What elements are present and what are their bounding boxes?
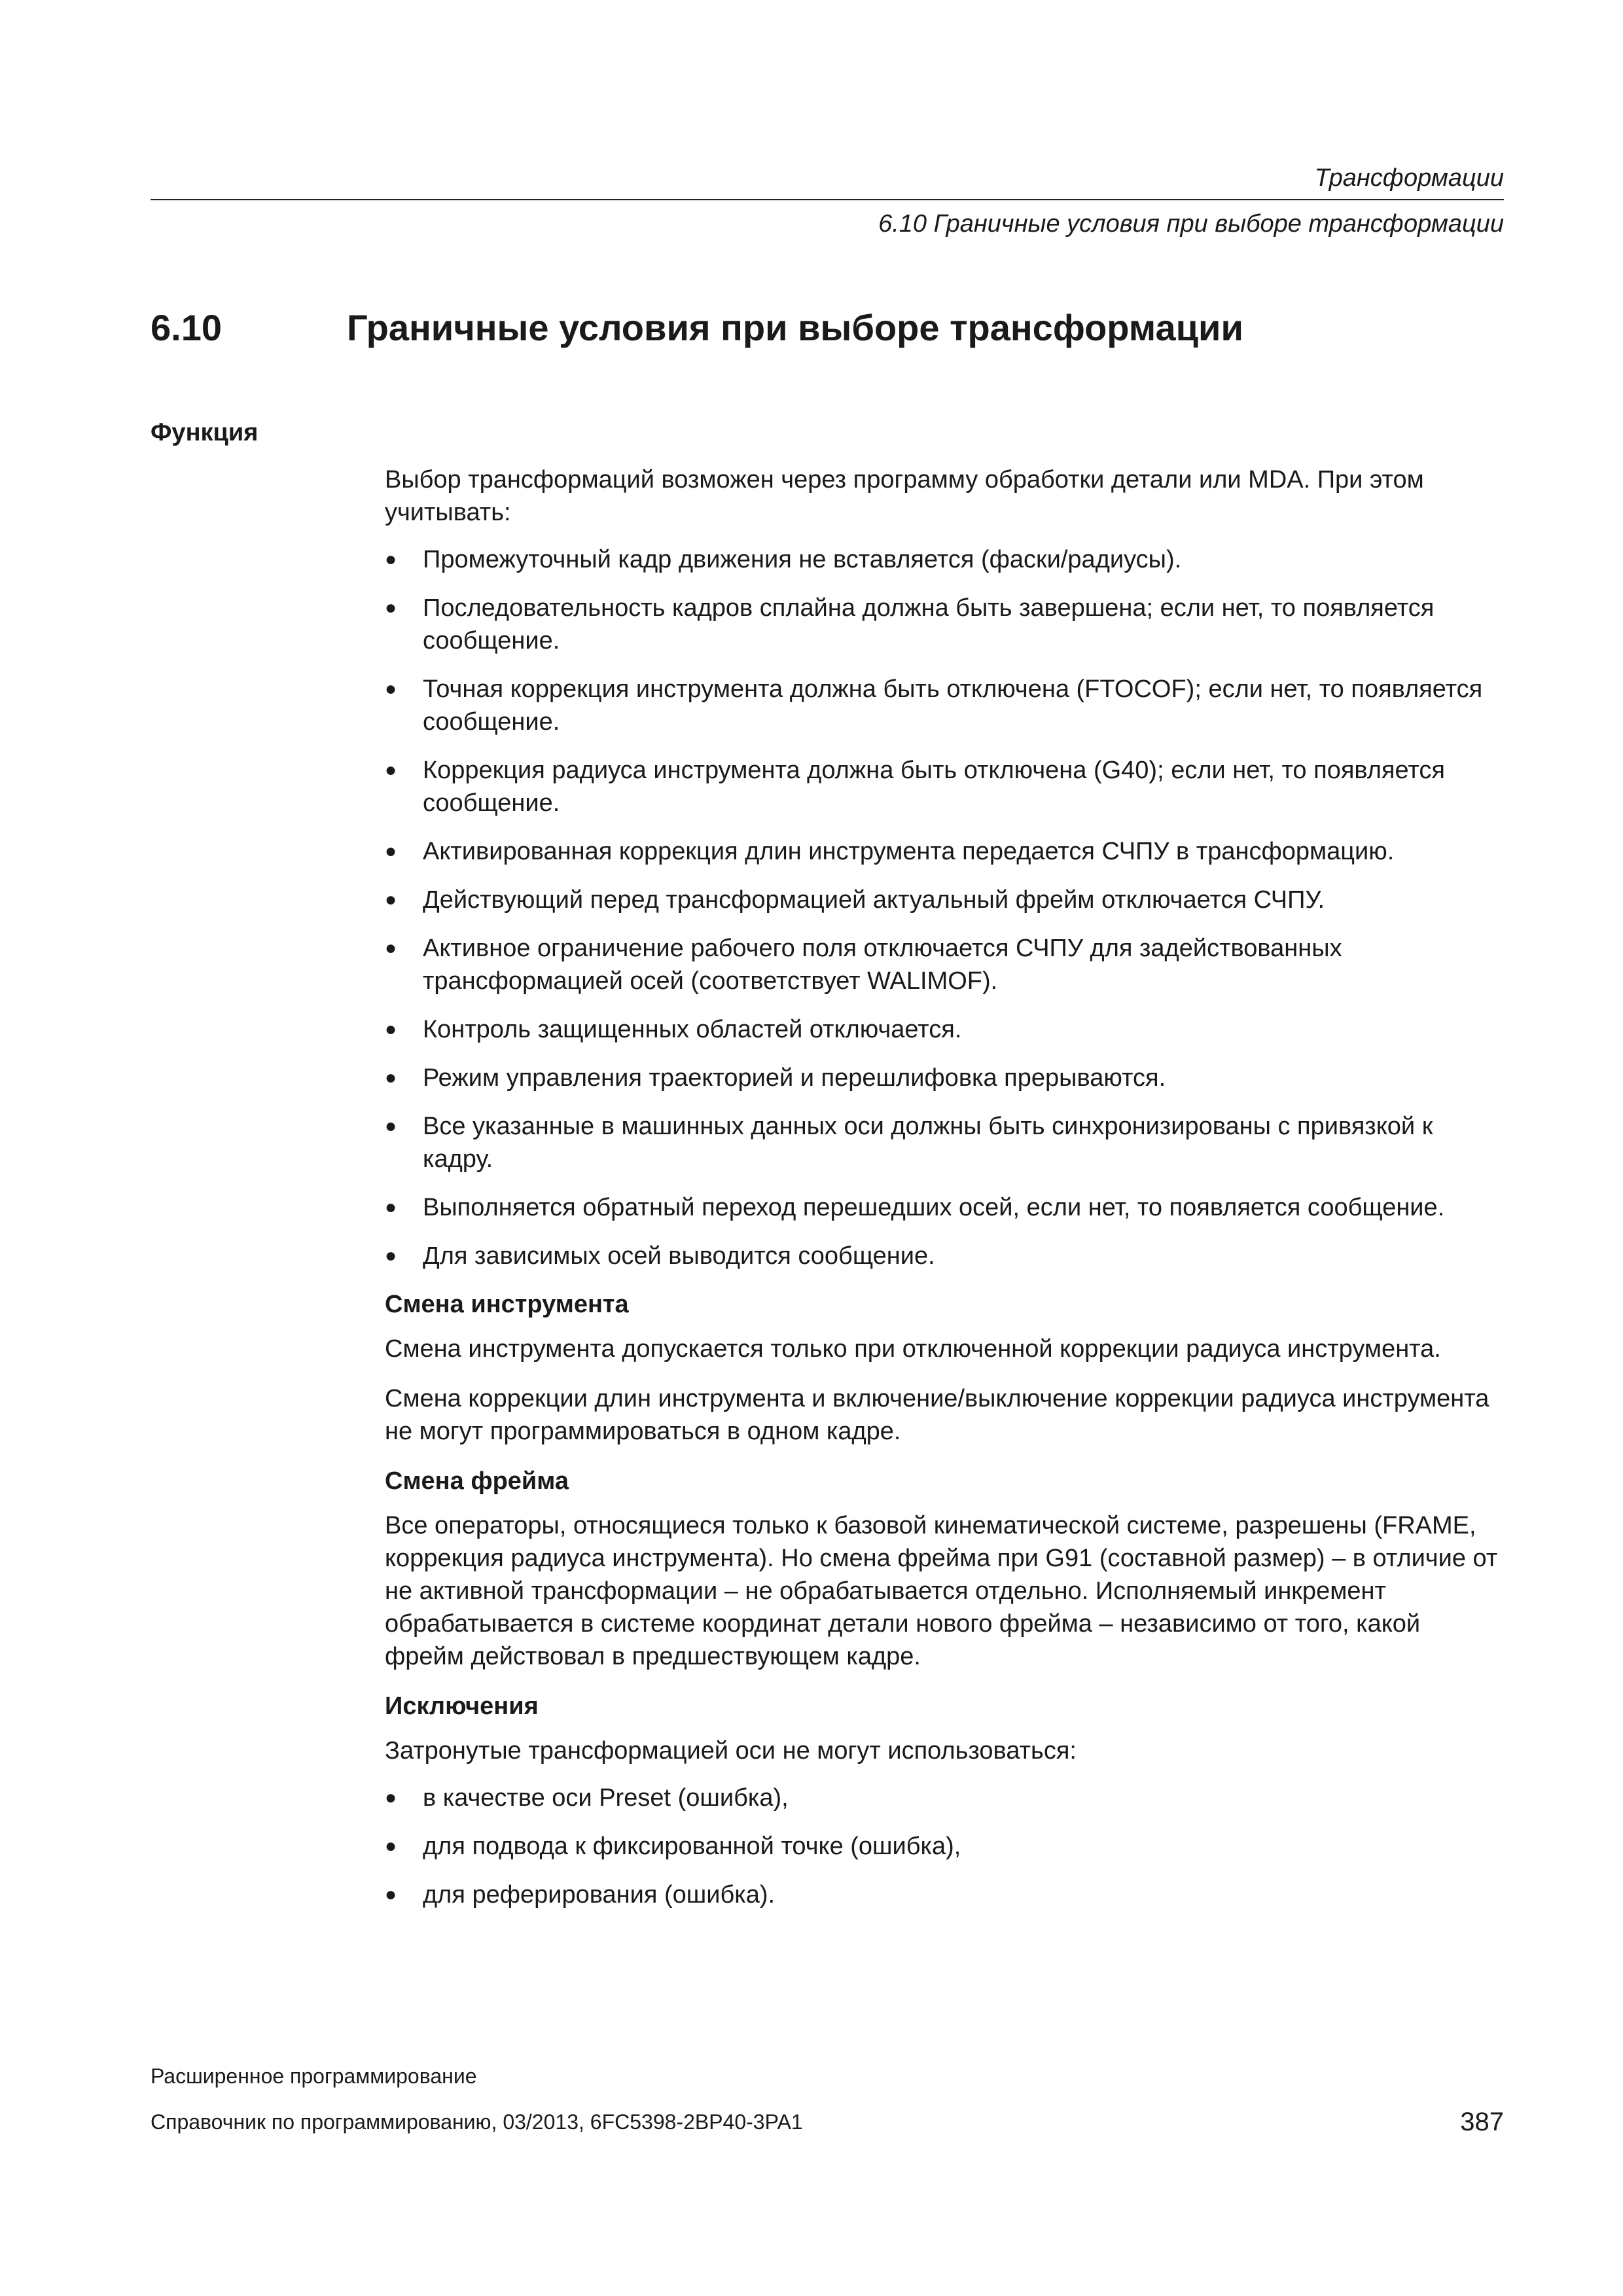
list-item: ● Выполняется обратный переход перешедших осей, если нет, то появляется сообщение.: [385, 1191, 1505, 1224]
exceptions-intro: Затронутые трансформацией оси не могут использоваться:: [385, 1737, 1077, 1765]
list-item: ● Контроль защищенных областей отключается.: [385, 1013, 1505, 1046]
list-item: ● Активированная коррекция длин инструмента передается СЧПУ в трансформацию.: [385, 835, 1505, 868]
list-item: ● Последовательность кадров сплайна должна быть завершена; если нет, то появляется сообщение.: [385, 592, 1505, 657]
tool-change-paragraph-2: Смена коррекции длин инструмента и включение/выключение коррекции радиуса инструмента не могут программироваться в одном кадре.: [385, 1385, 1489, 1445]
list-item: ● в качестве оси Preset (ошибка),: [385, 1782, 1505, 1814]
list-item: ● Режим управления траекторией и перешлифовка прерываются.: [385, 1062, 1505, 1094]
exceptions-heading: Исключения: [385, 1693, 539, 1720]
section-title-text: Граничные условия при выборе трансформации: [347, 307, 1243, 348]
frame-change-heading: Смена фрейма: [385, 1467, 569, 1495]
list-item: ● Действующий перед трансформацией актуальный фрейм отключается СЧПУ.: [385, 884, 1505, 916]
running-header: [151, 162, 1504, 240]
section-title: [151, 305, 1504, 351]
running-header-chapter: Трансформации: [151, 162, 1504, 200]
footer-reference: Справочник по программированию, 03/2013, 6FC5398-2BP40-3PA1: [151, 2110, 803, 2134]
list-item: ● Активное ограничение рабочего поля отключается СЧПУ для задействованных трансформацией осей (соответствует WALIMOF).: [385, 932, 1505, 997]
footer-title: Расширенное программирование: [151, 2064, 477, 2088]
list-item: ● Коррекция радиуса инструмента должна быть отключена (G40); если нет, то появляется сообщение.: [385, 754, 1505, 819]
body-column: [385, 463, 1505, 1927]
list-item: ● Точная коррекция инструмента должна быть отключена (FTOCOF); если нет, то появляется сообщение.: [385, 673, 1505, 738]
tool-change-paragraph-1: Смена инструмента допускается только при отключенной коррекции радиуса инструмента.: [385, 1335, 1441, 1363]
tool-change-heading: Смена инструмента: [385, 1291, 629, 1318]
function-intro: Выбор трансформаций возможен через программу обработки детали или MDA. При этом учитывать:: [385, 466, 1424, 526]
frame-change-paragraph: Все операторы, относящиеся только к базовой кинематической системе, разрешены (FRAME, коррекция радиуса инструмента). Но смена фрейма при G91 (составной размер) – в отличие от не активной трансформации – не обрабатывается отдельно. Исполняемый инкремент обрабатывается в системе координат детали нового фрейма – независимо от того, какой фрейм действовал в предшествующем кадре.: [385, 1512, 1498, 1670]
list-item: ● Все указанные в машинных данных оси должны быть синхронизированы с привязкой к кадру.: [385, 1110, 1505, 1175]
exceptions-bullet-list: [385, 1782, 1505, 1911]
running-header-section: 6.10 Граничные условия при выборе трансформации: [878, 210, 1504, 238]
list-item: ● Для зависимых осей выводится сообщение.: [385, 1240, 1505, 1272]
function-bullet-list: [385, 543, 1505, 1272]
list-item: ● Промежуточный кадр движения не вставляется (фаски/радиусы).: [385, 543, 1505, 576]
page-footer: [151, 2062, 1504, 2136]
section-number: 6.10: [151, 307, 222, 348]
function-heading: Функция: [151, 419, 259, 446]
list-item: ● для подвода к фиксированной точке (ошибка),: [385, 1830, 1505, 1863]
page-number: 387: [1460, 2108, 1504, 2136]
list-item: ● для реферирования (ошибка).: [385, 1878, 1505, 1911]
